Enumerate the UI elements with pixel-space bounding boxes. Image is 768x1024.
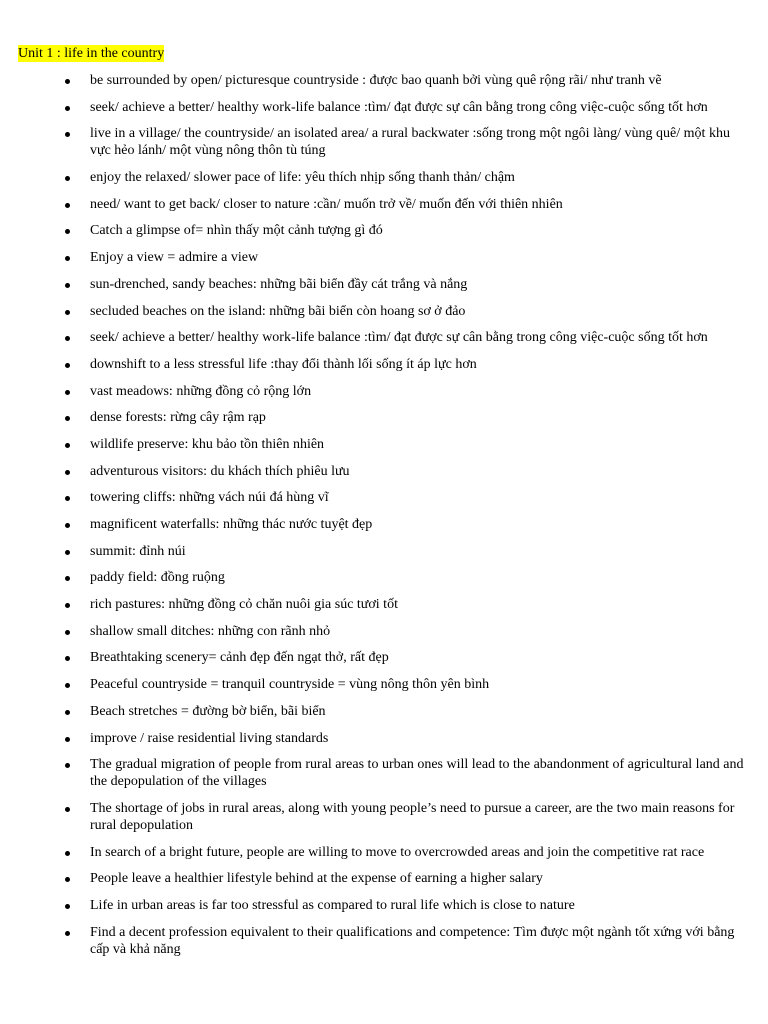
- list-item-text: enjoy the relaxed/ slower pace of life: yêu thích nhịp sống thanh thản/ chậm: [90, 170, 515, 186]
- list-item-text: be surrounded by open/ picturesque countryside : được bao quanh bởi vùng quê rộng rãi/ như tranh vẽ: [90, 73, 662, 88]
- bullet-icon: [65, 336, 70, 341]
- list-item: [0, 844, 768, 861]
- bullet-icon: [65, 603, 70, 608]
- bullet-icon: [65, 416, 70, 421]
- list-item-text: rich pastures: những đồng cỏ chăn nuôi gia súc tươi tốt: [90, 597, 398, 613]
- list-item-text: towering cliffs: những vách núi đá hùng vĩ: [90, 490, 329, 506]
- bullet-icon: [65, 443, 70, 448]
- list-item-text: Breathtaking scenery= cảnh đẹp đến ngạt thở, rất đẹp: [90, 650, 389, 666]
- bullet-icon: [65, 363, 70, 368]
- list-item-text: adventurous visitors: du khách thích phiêu lưu: [90, 463, 350, 479]
- bullet-icon: [65, 470, 70, 475]
- list-item-text: Beach stretches = đường bờ biển, bãi biển: [90, 703, 326, 719]
- list-item: [0, 222, 768, 239]
- list-item-text: secluded beaches on the island: những bãi biển còn hoang sơ ở đảo: [90, 303, 466, 319]
- list-item: [0, 249, 768, 266]
- bullet-icon: [65, 496, 70, 501]
- list-item: [0, 569, 768, 586]
- bullet-icon: [65, 710, 70, 715]
- list-item-text: The shortage of jobs in rural areas, along with young people’s need to pursue a career, are the two main reasons for rural depopulation: [90, 800, 735, 833]
- bullet-icon: [65, 877, 70, 882]
- list-item: [0, 756, 768, 790]
- list-item-text: The gradual migration of people from rural areas to urban ones will lead to the abandonment of agricultural land and the depopulation of the villages: [90, 757, 744, 790]
- list-item: [0, 99, 768, 116]
- list-item: [0, 169, 768, 186]
- list-item: [0, 72, 768, 89]
- list-item: [0, 676, 768, 693]
- list-item-text: live in a village/ the countryside/ an isolated area/ a rural backwater :sống trong một ngôi làng/ vùng quê/ một khu vực hẻo lánh/ một vùng nông thôn tù túng: [90, 126, 730, 159]
- list-item: [0, 543, 768, 560]
- list-item: [0, 730, 768, 747]
- list-item: [0, 924, 768, 958]
- bullet-icon: [65, 550, 70, 555]
- list-item: [0, 649, 768, 666]
- list-item: [0, 623, 768, 640]
- list-item-text: People leave a healthier lifestyle behind at the expense of earning a higher salary: [90, 871, 543, 887]
- list-item-text: need/ want to get back/ closer to nature :cần/ muốn trở về/ muốn đến với thiên nhiên: [90, 196, 563, 212]
- list-item-text: shallow small ditches: những con rãnh nhỏ: [90, 623, 331, 639]
- list-item: [0, 329, 768, 346]
- bullet-icon: [65, 176, 70, 181]
- list-item-text: paddy field: đồng ruộng: [90, 570, 225, 586]
- list-item-text: vast meadows: những đồng cỏ rộng lớn: [90, 383, 312, 399]
- list-item-text: Catch a glimpse of= nhìn thấy một cảnh tượng gì đó: [90, 223, 383, 239]
- list-item-text: Enjoy a view = admire a view: [90, 250, 259, 266]
- bullet-icon: [65, 931, 70, 936]
- bullet-icon: [65, 310, 70, 315]
- vocabulary-list: [0, 72, 768, 967]
- list-item: [0, 596, 768, 613]
- list-item: [0, 276, 768, 293]
- list-item: [0, 125, 768, 159]
- bullet-icon: [65, 683, 70, 688]
- list-item: [0, 463, 768, 480]
- bullet-icon: [65, 256, 70, 261]
- bullet-icon: [65, 106, 70, 111]
- list-item-text: Find a decent profession equivalent to their qualifications and competence: Tìm được một ngành tốt xứng với bằng cấp và khả năng: [90, 924, 735, 957]
- bullet-icon: [65, 203, 70, 208]
- bullet-icon: [65, 79, 70, 84]
- list-item-text: seek/ achieve a better/ healthy work-life balance :tìm/ đạt được sự cân bằng trong công việc-cuộc sống tốt hơn: [90, 99, 708, 115]
- bullet-icon: [65, 904, 70, 909]
- list-item: [0, 489, 768, 506]
- bullet-icon: [65, 132, 70, 137]
- list-item-text: dense forests: rừng cây rậm rạp: [90, 410, 266, 426]
- list-item: [0, 436, 768, 453]
- list-item: [0, 800, 768, 834]
- list-item-text: seek/ achieve a better/ healthy work-life balance :tìm/ đạt được sự cân bằng trong công việc-cuộc sống tốt hơn: [90, 330, 708, 346]
- unit-title: Unit 1 : life in the country: [18, 46, 165, 61]
- list-item: [0, 870, 768, 887]
- list-item-text: Life in urban areas is far too stressful as compared to rural life which is close to nature: [90, 897, 575, 913]
- bullet-icon: [65, 229, 70, 234]
- list-item-text: magnificent waterfalls: những thác nước tuyệt đẹp: [90, 517, 373, 532]
- bullet-icon: [65, 576, 70, 581]
- list-item: [0, 356, 768, 373]
- list-item: [0, 303, 768, 320]
- list-item-text: improve / raise residential living standards: [90, 730, 329, 746]
- bullet-icon: [65, 523, 70, 528]
- bullet-icon: [65, 807, 70, 812]
- bullet-icon: [65, 737, 70, 742]
- list-item: [0, 409, 768, 426]
- list-item-text: wildlife preserve: khu bảo tồn thiên nhiên: [90, 436, 325, 452]
- list-item-text: summit: đỉnh núi: [90, 543, 186, 559]
- bullet-icon: [65, 283, 70, 288]
- list-item: [0, 383, 768, 400]
- bullet-icon: [65, 851, 70, 856]
- list-item-text: Peaceful countryside = tranquil countryside = vùng nông thôn yên bình: [90, 677, 490, 693]
- list-item: [0, 196, 768, 213]
- list-item: [0, 897, 768, 914]
- list-item-text: sun-drenched, sandy beaches: những bãi biển đầy cát trắng và nắng: [90, 276, 468, 292]
- list-item-text: In search of a bright future, people are willing to move to overcrowded areas and join the competitive rat race: [90, 844, 705, 860]
- list-item: [0, 516, 768, 533]
- bullet-icon: [65, 763, 70, 768]
- list-item-text: downshift to a less stressful life :thay đổi thành lối sống ít áp lực hơn: [90, 356, 477, 372]
- list-item: [0, 703, 768, 720]
- bullet-icon: [65, 390, 70, 395]
- bullet-icon: [65, 630, 70, 635]
- bullet-icon: [65, 656, 70, 661]
